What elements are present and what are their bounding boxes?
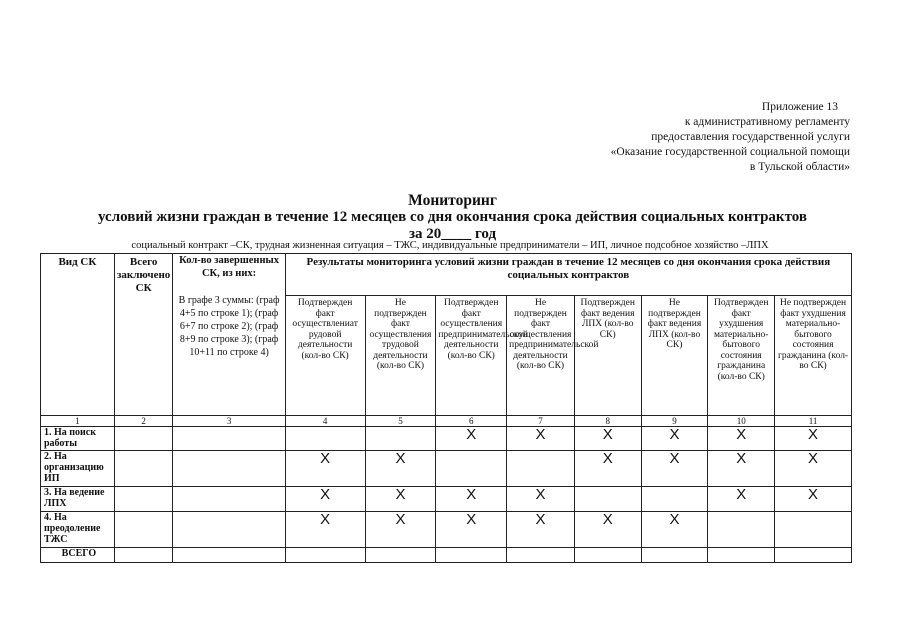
cell: X: [365, 451, 436, 487]
cell: X: [775, 487, 852, 512]
cell: X: [507, 427, 575, 451]
cell: X: [574, 512, 641, 548]
cell: X: [574, 451, 641, 487]
cell: X: [285, 512, 365, 548]
header-results: Результаты мониторинга условий жизни граждан в течение 12 месяцев со дня окончания срока действия социальных контрактов: [285, 254, 851, 296]
column-number: 3: [173, 416, 285, 427]
header-col-4: Подтвержден факт осуществлениат рудовой деятельности (кол-во СК): [285, 296, 365, 416]
header-completed-title: Кол-во завершенных СК, из них:: [179, 255, 279, 279]
cell: [641, 487, 708, 512]
cell: X: [436, 487, 507, 512]
cell: [173, 512, 285, 548]
column-number: 8: [574, 416, 641, 427]
header-col-8: Подтвержден факт ведения ЛПХ (кол-во СК): [574, 296, 641, 416]
row-label: 1. На поиск работы: [41, 427, 115, 451]
cell: [775, 512, 852, 548]
column-number: 10: [708, 416, 775, 427]
header-col-9: Не подтвержден факт ведения ЛПХ (кол-во СК): [641, 296, 708, 416]
column-number: 1: [41, 416, 115, 427]
header-col-7: Не подтвержден факт осуществления предпринимательской деятельности (кол-во СК): [507, 296, 575, 416]
header-completed: [173, 254, 285, 416]
header-col-10: Подтвержден факт ухудшения материально-бытового состояния гражданина (кол-во СК): [708, 296, 775, 416]
cell: [173, 427, 285, 451]
cell: [436, 451, 507, 487]
cell: [285, 548, 365, 563]
table-row-total: [41, 548, 852, 563]
cell: [114, 427, 173, 451]
cell: [507, 451, 575, 487]
cell: X: [285, 451, 365, 487]
table-row: [41, 451, 852, 487]
column-number: 5: [365, 416, 436, 427]
cell: X: [708, 451, 775, 487]
header-type: Вид СК: [41, 254, 115, 416]
cell: X: [708, 427, 775, 451]
cell: X: [708, 487, 775, 512]
cell: [114, 512, 173, 548]
column-number: 7: [507, 416, 575, 427]
appendix-line: к административному регламенту: [684, 116, 850, 128]
cell: X: [775, 451, 852, 487]
cell: X: [641, 512, 708, 548]
cell: X: [436, 427, 507, 451]
appendix-line: предоставления государственной услуги: [651, 131, 850, 143]
cell: [574, 487, 641, 512]
cell: [775, 548, 852, 563]
row-label: 4. На преодоление ТЖС: [41, 512, 115, 548]
cell: [114, 548, 173, 563]
table-row: [41, 427, 852, 451]
column-number: 6: [436, 416, 507, 427]
cell: X: [641, 427, 708, 451]
row-label: 3. На ведение ЛПХ: [41, 487, 115, 512]
cell: [285, 427, 365, 451]
table-row: [41, 487, 852, 512]
column-number-row: [41, 416, 852, 427]
appendix-line: в Тульской области»: [749, 161, 850, 173]
cell: X: [365, 487, 436, 512]
cell: [365, 548, 436, 563]
cell: [173, 451, 285, 487]
cell: [436, 548, 507, 563]
table-row: [41, 512, 852, 548]
cell: X: [507, 512, 575, 548]
cell: [507, 548, 575, 563]
appendix-line: Приложение 13: [761, 101, 838, 113]
cell: X: [775, 427, 852, 451]
column-number: 4: [285, 416, 365, 427]
cell: X: [574, 427, 641, 451]
cell: X: [436, 512, 507, 548]
header-completed-note: В графе 3 суммы: (граф 4+5 по строке 1); (граф 6+7 по строке 2); (граф 8+9 по строке 3); (граф 10+11 по строке 4): [178, 295, 280, 358]
cell: [365, 427, 436, 451]
cell: [114, 451, 173, 487]
column-number: 2: [114, 416, 173, 427]
cell: X: [641, 451, 708, 487]
monitoring-table: [40, 253, 852, 563]
header-col-6: Подтвержден факт осуществления предпринимательской деятельности (кол-во СК): [436, 296, 507, 416]
total-label: ВСЕГО: [41, 548, 115, 563]
document-title: [0, 192, 905, 243]
cell: [173, 487, 285, 512]
title-line: за 20____ год: [408, 226, 497, 242]
appendix-block: [480, 100, 850, 175]
cell: X: [507, 487, 575, 512]
cell: [708, 512, 775, 548]
cell: [114, 487, 173, 512]
column-number: 9: [641, 416, 708, 427]
row-label: 2. На организацию ИП: [41, 451, 115, 487]
cell: X: [285, 487, 365, 512]
title-line: Мониторинг: [408, 192, 497, 209]
cell: [173, 548, 285, 563]
cell: X: [365, 512, 436, 548]
title-line: условий жизни граждан в течение 12 месяцев со дня окончания срока действия социальных контрактов: [98, 209, 807, 225]
cell: [641, 548, 708, 563]
abbreviations-note: социальный контракт –СК, трудная жизненная ситуация – ТЖС, индивидуальные предприниматели – ИП, личное подсобное хозяйство –ЛПХ: [131, 240, 769, 251]
column-number: 11: [775, 416, 852, 427]
header-total-concluded: Всего заключено СК: [114, 254, 173, 416]
cell: [574, 548, 641, 563]
cell: [708, 548, 775, 563]
appendix-line: «Оказание государственной социальной помощи: [610, 146, 850, 158]
header-col-11: Не подтвержден факт ухудшения материально-бытового состояния гражданина (кол-во СК): [775, 296, 852, 416]
header-col-5: Не подтвержден факт осуществления трудовой деятельности (кол-во СК): [365, 296, 436, 416]
